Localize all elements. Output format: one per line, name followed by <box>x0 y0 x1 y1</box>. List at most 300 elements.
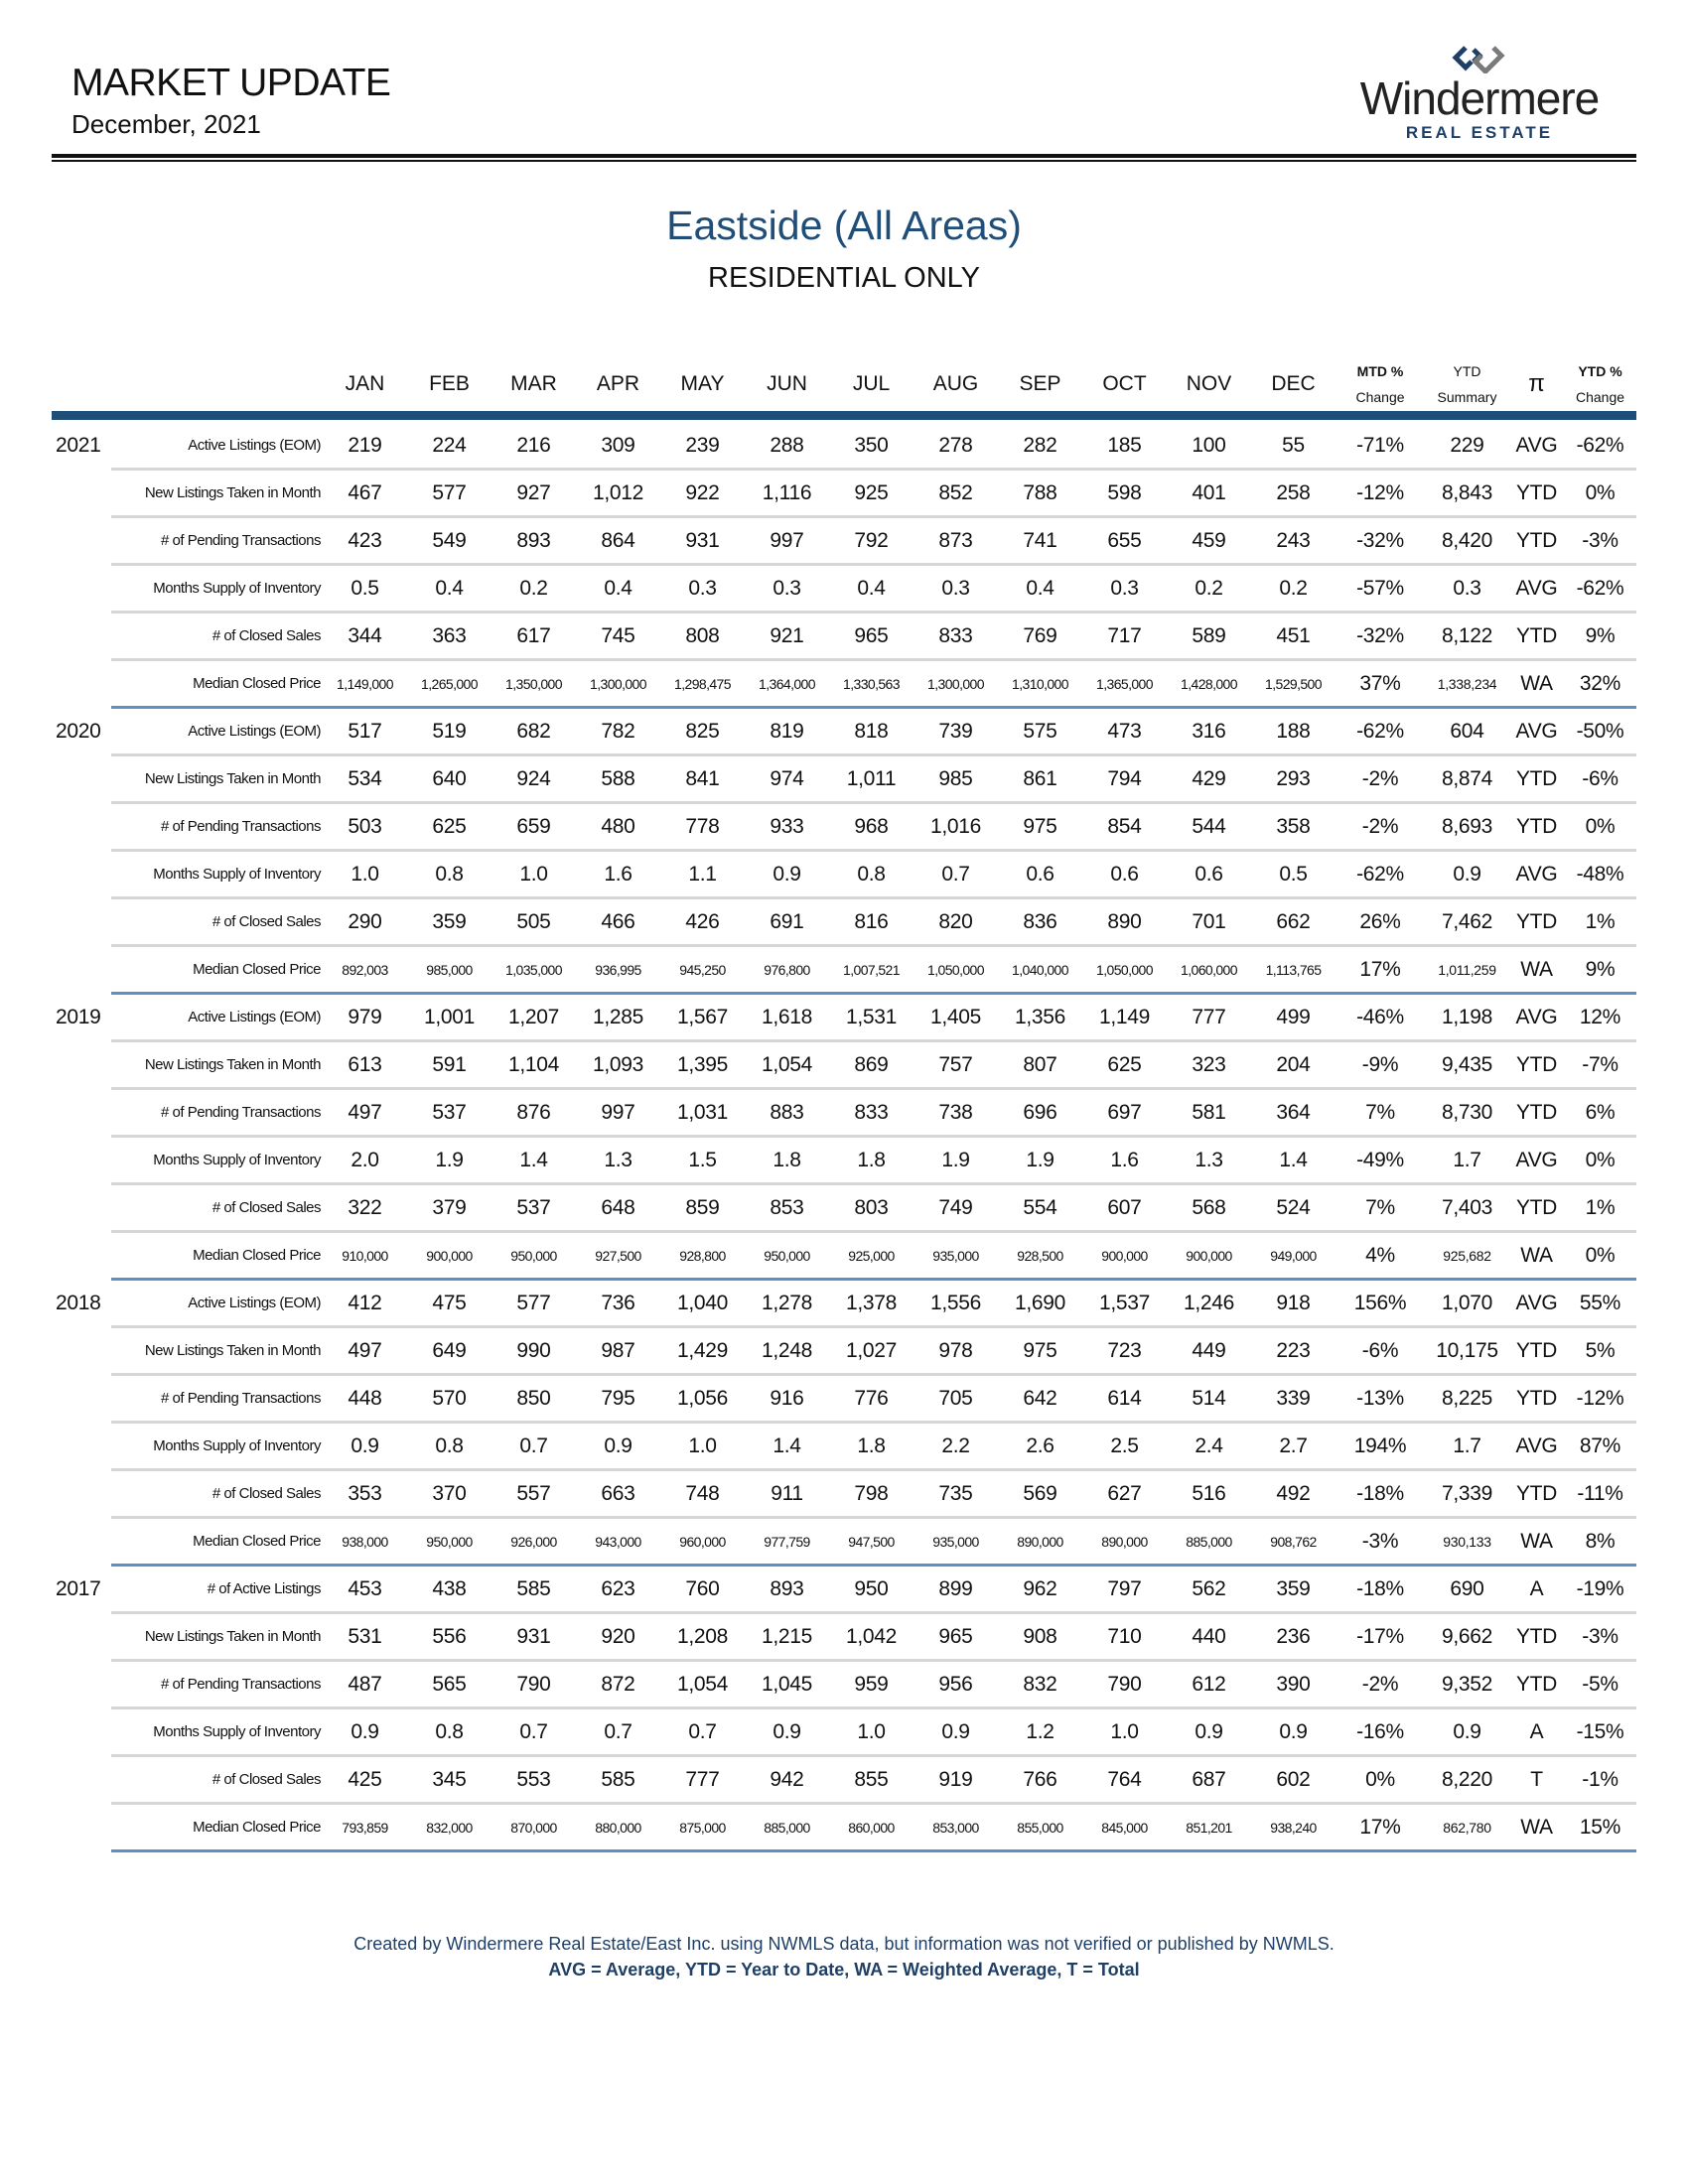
month-value: 723 <box>1107 1338 1142 1362</box>
month-value: 364 <box>1276 1100 1311 1124</box>
type-value: YTD <box>1515 909 1558 933</box>
month-value: 0.8 <box>435 1719 464 1743</box>
type-value: YTD <box>1515 623 1558 647</box>
month-value: 760 <box>685 1576 720 1600</box>
mtd-value: -2% <box>1361 1672 1399 1696</box>
month-value: 1,050,000 <box>1096 961 1153 978</box>
month-value: 544 <box>1192 814 1226 838</box>
month-value: 920 <box>601 1624 635 1648</box>
month-value: 885,000 <box>1186 1533 1232 1550</box>
mtd-value: 156% <box>1353 1291 1407 1314</box>
month-value: 614 <box>1107 1386 1142 1410</box>
month-value: 769 <box>1023 623 1057 647</box>
mtd-value: -16% <box>1356 1719 1404 1743</box>
ytd-change-value: 15% <box>1579 1815 1621 1839</box>
month-value: 625 <box>1107 1052 1142 1076</box>
month-value: 425 <box>348 1767 382 1791</box>
month-value: 0.9 <box>1195 1719 1223 1743</box>
month-value: 519 <box>432 719 467 743</box>
ytd-change-value: 87% <box>1579 1433 1621 1457</box>
row-label: Months Supply of Inventory <box>153 580 321 597</box>
mtd-value: 26% <box>1359 909 1401 933</box>
month-value: 833 <box>854 1100 889 1124</box>
month-value: 412 <box>348 1291 382 1314</box>
mtd-value: -3% <box>1361 1529 1399 1553</box>
month-value: 764 <box>1107 1767 1142 1791</box>
ytd-change-value: -50% <box>1576 719 1624 743</box>
month-value: 950,000 <box>510 1247 557 1264</box>
month-value: 985 <box>938 766 973 790</box>
month-value: 931 <box>685 528 720 552</box>
mtd-value: -9% <box>1361 1052 1399 1076</box>
month-value: 945,250 <box>679 961 726 978</box>
month-value: 876 <box>516 1100 551 1124</box>
month-value: 782 <box>601 719 635 743</box>
month-value: 2.0 <box>351 1148 379 1171</box>
month-value: 0.7 <box>519 1719 548 1743</box>
month-value: 1.5 <box>688 1148 717 1171</box>
month-value: 524 <box>1276 1195 1311 1219</box>
ytd-change-value: 0% <box>1585 814 1616 838</box>
month-value: 553 <box>516 1767 551 1791</box>
month-value: 1.9 <box>435 1148 464 1171</box>
mtd-value: -17% <box>1356 1624 1404 1648</box>
month-value: 739 <box>938 719 973 743</box>
row-label: Months Supply of Inventory <box>153 866 321 883</box>
month-value: 975 <box>1023 814 1057 838</box>
type-value: AVG <box>1515 862 1558 886</box>
ytd-change-value: 1% <box>1585 909 1616 933</box>
table-row <box>52 661 1636 709</box>
mtd-value: 17% <box>1359 1815 1401 1839</box>
month-value: 2.4 <box>1195 1433 1223 1457</box>
month-value: 1,300,000 <box>590 675 646 692</box>
month-value: 492 <box>1276 1481 1311 1505</box>
month-value: 696 <box>1023 1100 1057 1124</box>
month-value: 480 <box>601 814 635 838</box>
month-value: 1,011 <box>846 766 897 790</box>
mtd-value: 194% <box>1353 1433 1407 1457</box>
month-value: 1,395 <box>676 1052 729 1076</box>
month-value: 777 <box>1192 1005 1226 1028</box>
month-value: 925,000 <box>848 1247 895 1264</box>
row-label: Median Closed Price <box>193 1533 321 1550</box>
mtd-value: -32% <box>1356 528 1404 552</box>
ytd-change-value: -1% <box>1582 1767 1618 1791</box>
month-value: 717 <box>1107 623 1142 647</box>
month-value: 918 <box>1276 1291 1311 1314</box>
footer-note: Created by Windermere Real Estate/East Inc. using NWMLS data, but information was not verified or published by NWMLS. <box>353 1934 1335 1954</box>
row-label: Active Listings (EOM) <box>188 1009 321 1025</box>
logo-wordmark: Windermere <box>1359 72 1600 124</box>
table-row <box>52 1281 1636 1328</box>
type-value: AVG <box>1515 719 1558 743</box>
month-value: 748 <box>685 1481 720 1505</box>
month-value: 1.6 <box>604 862 633 886</box>
type-value: YTD <box>1515 1338 1558 1362</box>
column-header-nov: NOV <box>1186 372 1232 395</box>
month-value: 1.0 <box>857 1719 886 1743</box>
ytd-value: 0.9 <box>1453 1719 1481 1743</box>
month-value: 557 <box>516 1481 551 1505</box>
column-header-mar: MAR <box>510 372 557 395</box>
month-value: 880,000 <box>595 1819 641 1836</box>
month-value: 1,529,500 <box>1265 675 1322 692</box>
row-label: # of Pending Transactions <box>161 1676 321 1693</box>
month-value: 0.4 <box>604 576 633 600</box>
month-value: 100 <box>1192 433 1226 457</box>
ytd-change-value: 55% <box>1579 1291 1621 1314</box>
month-value: 649 <box>432 1338 467 1362</box>
month-value: 853,000 <box>932 1819 979 1836</box>
month-value: 453 <box>348 1576 382 1600</box>
month-value: 236 <box>1276 1624 1311 1648</box>
month-value: 885,000 <box>764 1819 810 1836</box>
month-value: 537 <box>432 1100 467 1124</box>
month-value: 1.0 <box>351 862 379 886</box>
month-value: 282 <box>1023 433 1057 457</box>
row-label: # of Closed Sales <box>211 1199 321 1216</box>
month-value: 701 <box>1192 909 1226 933</box>
month-value: 741 <box>1023 528 1057 552</box>
ytd-value: 1,070 <box>1441 1291 1493 1314</box>
mtd-value: -2% <box>1361 766 1399 790</box>
column-header-jun: JUN <box>767 372 807 395</box>
month-value: 613 <box>348 1052 382 1076</box>
month-value: 855 <box>854 1767 889 1791</box>
ytd-change-value: -12% <box>1576 1386 1624 1410</box>
month-value: 1.0 <box>1110 1719 1139 1743</box>
month-value: 591 <box>432 1052 467 1076</box>
month-value: 950 <box>854 1576 889 1600</box>
month-value: 931 <box>516 1624 551 1648</box>
month-value: 691 <box>770 909 804 933</box>
type-value: A <box>1529 1576 1544 1600</box>
month-value: 0.5 <box>1279 862 1308 886</box>
month-value: 466 <box>601 909 635 933</box>
ytd-value: 8,225 <box>1441 1386 1493 1410</box>
column-header-feb: FEB <box>429 372 470 395</box>
month-value: 589 <box>1192 623 1226 647</box>
ytd-value: 8,843 <box>1441 480 1493 504</box>
row-label: Months Supply of Inventory <box>153 1152 321 1168</box>
header-bar <box>52 411 1636 420</box>
mtd-value: -6% <box>1361 1338 1399 1362</box>
ytd-change-value: 1% <box>1585 1195 1616 1219</box>
month-value: 818 <box>854 719 889 743</box>
month-value: 1,012 <box>592 480 644 504</box>
table-row <box>52 756 1636 804</box>
year-label: 2021 <box>56 433 101 457</box>
month-value: 922 <box>685 480 720 504</box>
ytd-change-value: -11% <box>1577 1481 1623 1505</box>
month-value: 1,050,000 <box>927 961 984 978</box>
column-header-ytd-summary-bottom: Summary <box>1437 389 1497 405</box>
ytd-change-value: -15% <box>1576 1719 1624 1743</box>
ytd-value: 7,462 <box>1441 909 1493 933</box>
month-value: 860,000 <box>848 1819 895 1836</box>
month-value: 448 <box>348 1386 382 1410</box>
month-value: 316 <box>1192 719 1226 743</box>
month-value: 1.3 <box>604 1148 633 1171</box>
month-value: 1,298,475 <box>674 675 731 692</box>
month-value: 841 <box>685 766 720 790</box>
month-value: 738 <box>938 1100 973 1124</box>
month-value: 459 <box>1192 528 1226 552</box>
month-value: 0.9 <box>351 1433 379 1457</box>
month-value: 655 <box>1107 528 1142 552</box>
month-value: 908,762 <box>1270 1533 1317 1550</box>
table-row <box>52 1328 1636 1376</box>
month-value: 1,405 <box>929 1005 982 1028</box>
month-value: 1,537 <box>1098 1291 1151 1314</box>
table-row <box>52 1805 1636 1852</box>
month-value: 642 <box>1023 1386 1057 1410</box>
month-value: 0.9 <box>351 1719 379 1743</box>
month-value: 2.7 <box>1279 1433 1308 1457</box>
month-value: 682 <box>516 719 551 743</box>
month-value: 224 <box>432 433 467 457</box>
month-value: 449 <box>1192 1338 1226 1362</box>
ytd-value: 0.3 <box>1453 576 1481 600</box>
table-row <box>52 1185 1636 1233</box>
ytd-change-value: -19% <box>1576 1576 1624 1600</box>
table-row <box>52 518 1636 566</box>
month-value: 0.3 <box>773 576 801 600</box>
month-value: 900,000 <box>426 1247 473 1264</box>
month-value: 565 <box>432 1672 467 1696</box>
month-value: 793,859 <box>342 1819 388 1836</box>
month-value: 749 <box>938 1195 973 1219</box>
month-value: 705 <box>938 1386 973 1410</box>
table-row <box>52 1757 1636 1805</box>
month-value: 976,800 <box>764 961 810 978</box>
month-value: 188 <box>1276 719 1311 743</box>
table-row <box>52 947 1636 995</box>
month-value: 258 <box>1276 480 1311 504</box>
mtd-value: -62% <box>1356 862 1404 886</box>
month-value: 935,000 <box>932 1247 979 1264</box>
ytd-change-value: 5% <box>1585 1338 1616 1362</box>
month-value: 0.8 <box>435 1433 464 1457</box>
column-header-apr: APR <box>596 372 640 395</box>
ytd-value: 7,339 <box>1441 1481 1493 1505</box>
month-value: 0.6 <box>1195 862 1223 886</box>
ytd-value: 1,198 <box>1441 1005 1493 1028</box>
mtd-value: -12% <box>1356 480 1404 504</box>
column-header-ytd-change-top: YTD % <box>1578 363 1622 379</box>
month-value: 968 <box>854 814 889 838</box>
month-value: 531 <box>348 1624 382 1648</box>
month-value: 943,000 <box>595 1533 641 1550</box>
row-label: New Listings Taken in Month <box>144 1056 321 1073</box>
row-label: Active Listings (EOM) <box>188 723 321 740</box>
mtd-value: 0% <box>1365 1767 1395 1791</box>
month-value: 345 <box>432 1767 467 1791</box>
month-value: 503 <box>348 814 382 838</box>
month-value: 832 <box>1023 1672 1057 1696</box>
month-value: 497 <box>348 1100 382 1124</box>
table-row <box>52 995 1636 1042</box>
year-divider <box>111 1849 1636 1852</box>
month-value: 55 <box>1282 433 1305 457</box>
month-value: 851,201 <box>1186 1819 1232 1836</box>
column-header-mtd-change-bottom: Change <box>1355 389 1405 405</box>
month-value: 1,365,000 <box>1096 675 1153 692</box>
month-value: 1,149 <box>1098 1005 1151 1028</box>
month-value: 890,000 <box>1101 1533 1148 1550</box>
month-value: 0.5 <box>351 576 379 600</box>
month-value: 1,556 <box>929 1291 982 1314</box>
month-value: 278 <box>938 433 973 457</box>
month-value: 1,007,521 <box>843 961 900 978</box>
ytd-change-value: -7% <box>1582 1052 1618 1076</box>
month-value: 987 <box>601 1338 635 1362</box>
month-value: 956 <box>938 1672 973 1696</box>
month-value: 1,300,000 <box>927 675 984 692</box>
type-value: YTD <box>1515 1100 1558 1124</box>
row-label: # of Pending Transactions <box>161 1104 321 1121</box>
header-rule-thin <box>52 160 1636 162</box>
column-header-may: MAY <box>680 372 725 395</box>
ytd-change-value: 0% <box>1585 1148 1616 1171</box>
month-value: 975 <box>1023 1338 1057 1362</box>
month-value: 185 <box>1107 433 1142 457</box>
month-value: 1.9 <box>1026 1148 1055 1171</box>
month-value: 985,000 <box>426 961 473 978</box>
table-row <box>52 1662 1636 1709</box>
month-value: 792 <box>854 528 889 552</box>
month-value: 797 <box>1107 1576 1142 1600</box>
mtd-value: -18% <box>1356 1481 1404 1505</box>
month-value: 475 <box>432 1291 467 1314</box>
month-value: 697 <box>1107 1100 1142 1124</box>
column-header-ytd-change-bottom: Change <box>1575 389 1625 405</box>
month-value: 927 <box>516 480 551 504</box>
type-value: YTD <box>1515 1386 1558 1410</box>
ytd-value: 229 <box>1450 433 1484 457</box>
month-value: 869 <box>854 1052 889 1076</box>
month-value: 499 <box>1276 1005 1311 1028</box>
type-value: YTD <box>1515 1195 1558 1219</box>
ytd-change-value: 6% <box>1585 1100 1616 1124</box>
month-value: 243 <box>1276 528 1311 552</box>
month-value: 339 <box>1276 1386 1311 1410</box>
ytd-change-value: 32% <box>1579 671 1621 695</box>
month-value: 0.6 <box>1110 862 1139 886</box>
ytd-change-value: 9% <box>1585 623 1616 647</box>
ytd-value: 862,780 <box>1443 1819 1491 1836</box>
month-value: 350 <box>854 433 889 457</box>
month-value: 627 <box>1107 1481 1142 1505</box>
month-value: 1.0 <box>688 1433 717 1457</box>
month-value: 359 <box>1276 1576 1311 1600</box>
ytd-change-value: -3% <box>1582 1624 1618 1648</box>
month-value: 617 <box>516 623 551 647</box>
month-value: 942 <box>770 1767 804 1791</box>
ytd-value: 690 <box>1450 1576 1484 1600</box>
month-value: 426 <box>685 909 720 933</box>
month-value: 1,093 <box>592 1052 644 1076</box>
month-value: 363 <box>432 623 467 647</box>
month-value: 819 <box>770 719 804 743</box>
type-value: YTD <box>1515 1624 1558 1648</box>
month-value: 662 <box>1276 909 1311 933</box>
month-value: 554 <box>1023 1195 1057 1219</box>
month-value: 892,003 <box>342 961 388 978</box>
column-header-jan: JAN <box>345 372 385 395</box>
column-header-aug: AUG <box>932 372 979 395</box>
table-row <box>52 1709 1636 1757</box>
month-value: 926,000 <box>510 1533 557 1550</box>
month-value: 949,000 <box>1270 1247 1317 1264</box>
row-label: Active Listings (EOM) <box>188 1295 321 1311</box>
month-value: 919 <box>938 1767 973 1791</box>
month-value: 990 <box>516 1338 551 1362</box>
row-label: Median Closed Price <box>193 675 321 692</box>
column-header-type: π <box>1528 370 1545 397</box>
logo-tagline: REAL ESTATE <box>1405 123 1554 142</box>
year-label: 2019 <box>56 1005 101 1028</box>
month-value: 1,330,563 <box>843 675 900 692</box>
month-value: 1,531 <box>845 1005 898 1028</box>
mtd-value: 7% <box>1365 1100 1395 1124</box>
month-value: 1,310,000 <box>1012 675 1068 692</box>
month-value: 872 <box>601 1672 635 1696</box>
type-value: AVG <box>1515 576 1558 600</box>
month-value: 1,031 <box>676 1100 729 1124</box>
month-value: 850 <box>516 1386 551 1410</box>
ytd-value: 8,220 <box>1441 1767 1493 1791</box>
month-value: 710 <box>1107 1624 1142 1648</box>
month-value: 1.9 <box>941 1148 970 1171</box>
month-value: 890,000 <box>1017 1533 1063 1550</box>
month-value: 893 <box>516 528 551 552</box>
month-value: 1.0 <box>519 862 548 886</box>
month-value: 900,000 <box>1101 1247 1148 1264</box>
month-value: 933 <box>770 814 804 838</box>
type-value: YTD <box>1515 1052 1558 1076</box>
month-value: 581 <box>1192 1100 1226 1124</box>
month-value: 790 <box>516 1672 551 1696</box>
month-value: 516 <box>1192 1481 1226 1505</box>
ytd-change-value: -62% <box>1576 576 1624 600</box>
month-value: 776 <box>854 1386 889 1410</box>
ytd-value: 1.7 <box>1453 1433 1481 1457</box>
month-value: 290 <box>348 909 382 933</box>
type-value: AVG <box>1515 1433 1558 1457</box>
month-value: 517 <box>348 719 382 743</box>
month-value: 577 <box>432 480 467 504</box>
footer-legend: AVG = Average, YTD = Year to Date, WA = Weighted Average, T = Total <box>548 1960 1140 1979</box>
month-value: 473 <box>1107 719 1142 743</box>
table-row <box>52 1519 1636 1567</box>
month-value: 0.4 <box>857 576 886 600</box>
row-label: New Listings Taken in Month <box>144 484 321 501</box>
row-label: # of Closed Sales <box>211 1771 321 1788</box>
month-value: 1,246 <box>1183 1291 1235 1314</box>
row-label: # of Closed Sales <box>211 1485 321 1502</box>
month-value: 438 <box>432 1576 467 1600</box>
month-value: 735 <box>938 1481 973 1505</box>
ytd-value: 8,693 <box>1441 814 1493 838</box>
month-value: 0.7 <box>941 862 970 886</box>
month-value: 836 <box>1023 909 1057 933</box>
month-value: 1,364,000 <box>759 675 815 692</box>
month-value: 745 <box>601 623 635 647</box>
month-value: 899 <box>938 1576 973 1600</box>
month-value: 825 <box>685 719 720 743</box>
